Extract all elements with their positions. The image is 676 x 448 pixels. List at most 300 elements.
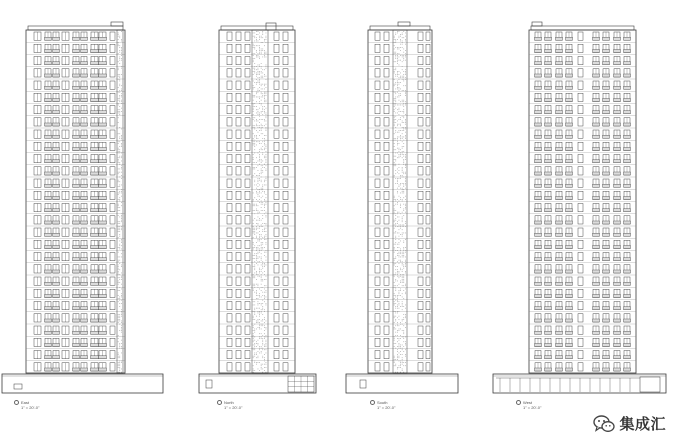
texture-dot [258,287,259,288]
texture-dot [259,313,260,314]
window [274,130,279,138]
texture-dot [394,265,395,266]
balcony-rail [545,221,552,224]
texture-dot [261,181,262,182]
texture-dot [397,105,398,106]
texture-dot [261,281,262,282]
texture-dot [399,365,400,366]
balcony-rail [603,356,610,359]
texture-dot [259,295,260,296]
balcony-rail [53,295,60,298]
texture-dot [254,329,255,330]
texture-dot [405,285,406,286]
window [578,216,583,224]
window [110,44,115,52]
texture-dot [261,125,262,126]
texture-dot [253,141,254,142]
balcony-rail [614,135,621,138]
window [384,302,389,310]
texture-dot [397,372,398,373]
texture-dot [258,53,259,54]
texture-dot [258,249,259,250]
texture-dot [400,207,401,208]
texture-dot [259,81,260,82]
texture-dot [258,210,259,211]
window [426,44,430,52]
window [274,289,279,297]
texture-dot [118,141,119,142]
texture-dot [399,167,400,168]
texture-dot [253,71,254,72]
texture-dot [256,191,257,192]
balcony-rail [53,282,60,285]
texture-dot [403,197,404,198]
texture-dot [405,327,406,328]
window [375,81,380,89]
balcony-rail [73,282,80,285]
balcony-rail [81,74,88,77]
texture-dot [253,106,254,107]
texture-dot [266,327,267,328]
texture-dot [121,157,122,158]
texture-dot [261,84,262,85]
texture-dot [261,148,262,149]
balcony-rail [53,344,60,347]
roof-parapet [531,26,634,30]
texture-dot [256,250,257,251]
texture-dot [399,154,400,155]
texture-dot [397,255,398,256]
texture-dot [256,175,257,176]
texture-dot [395,325,396,326]
texture-dot [253,204,254,205]
texture-dot [403,281,404,282]
texture-dot [258,220,259,221]
texture-dot [118,372,119,373]
texture-dot [262,244,263,245]
window [236,106,241,114]
texture-dot [254,45,255,46]
balcony-rail [73,344,80,347]
texture-dot [258,362,259,363]
window [245,93,250,101]
texture-dot [402,361,403,362]
texture-dot [395,165,396,166]
texture-dot [261,76,262,77]
texture-dot [118,215,119,216]
balcony-rail [45,282,52,285]
texture-dot [394,356,395,357]
texture-dot [264,76,265,77]
texture-dot [399,49,400,50]
texture-dot [400,76,401,77]
window [283,216,288,224]
balcony-rail [566,209,573,212]
texture-dot [259,237,260,238]
texture-dot [254,233,255,234]
window [283,81,288,89]
texture-dot [395,303,396,304]
balcony-rail [545,62,552,65]
texture-dot [258,245,259,246]
podium-east [2,374,163,393]
texture-dot [403,76,404,77]
texture-dot [121,111,122,112]
texture-dot [266,185,267,186]
texture-dot [394,233,395,234]
texture-dot [400,345,401,346]
texture-dot [118,221,119,222]
texture-dot [399,148,400,149]
texture-dot [397,297,398,298]
texture-dot [397,169,398,170]
window [236,351,241,359]
texture-dot [256,247,257,248]
balcony-rail [45,62,52,65]
texture-dot [259,327,260,328]
texture-dot [403,79,404,80]
texture-dot [400,177,401,178]
balcony-rail [556,258,563,261]
balcony-rail [535,37,542,40]
texture-dot [405,44,406,45]
balcony-rail [556,135,563,138]
texture-dot [402,148,403,149]
texture-dot [405,135,406,136]
balcony-rail [91,270,99,273]
balcony-rail [99,307,107,310]
balcony-rail [45,99,52,102]
balcony-rail [545,356,552,359]
texture-dot [119,177,120,178]
balcony-rail [624,368,631,371]
window [426,277,430,285]
texture-dot [405,183,406,184]
texture-dot [402,277,403,278]
window [384,179,389,187]
texture-dot [261,53,262,54]
texture-dot [395,105,396,106]
texture-dot [399,212,400,213]
texture-dot [402,55,403,56]
texture-dot [266,33,267,34]
texture-dot [399,329,400,330]
texture-dot [259,239,260,240]
texture-dot [395,47,396,48]
texture-dot [400,55,401,56]
texture-dot [253,74,254,75]
texture-dot [402,226,403,227]
texture-dot [399,143,400,144]
texture-dot [402,137,403,138]
texture-dot [253,167,254,168]
window [110,216,115,224]
window [227,351,232,359]
texture-dot [262,34,263,35]
texture-dot [402,57,403,58]
texture-dot [261,73,262,74]
texture-dot [266,215,267,216]
balcony-rail [624,331,631,334]
texture-dot [266,159,267,160]
balcony-rail [81,258,88,261]
texture-dot [403,250,404,251]
texture-dot [254,117,255,118]
texture-dot [402,293,403,294]
window [236,191,241,199]
texture-dot [259,159,260,160]
texture-dot [261,85,262,86]
texture-dot [402,189,403,190]
window [245,228,250,236]
texture-dot [121,66,122,67]
texture-dot [264,252,265,253]
balcony-rail [81,344,88,347]
texture-dot [262,218,263,219]
texture-dot [258,308,259,309]
window [110,130,115,138]
texture-dot [258,265,259,266]
texture-dot [397,301,398,302]
texture-dot [254,213,255,214]
balcony-rail [593,62,600,65]
texture-dot [400,185,401,186]
texture-dot [261,353,262,354]
texture-dot [402,285,403,286]
texture-dot [259,319,260,320]
texture-dot [118,36,119,37]
texture-dot [399,357,400,358]
texture-dot [121,95,122,96]
texture-dot [258,247,259,248]
balcony-rail [91,37,99,40]
texture-dot [264,285,265,286]
texture-dot [118,204,119,205]
texture-dot [405,73,406,74]
texture-dot [394,340,395,341]
balcony-rail [53,74,60,77]
texture-dot [121,372,122,373]
balcony-rail [614,111,621,114]
texture-dot [262,42,263,43]
texture-dot [119,269,120,270]
window [384,216,389,224]
window [245,130,250,138]
texture-dot [261,100,262,101]
texture-dot [119,114,120,115]
texture-dot [400,95,401,96]
texture-dot [264,199,265,200]
texture-dot [399,100,400,101]
window [375,289,380,297]
texture-dot [262,349,263,350]
balcony-rail [81,50,88,53]
texture-dot [121,217,122,218]
texture-dot [262,172,263,173]
balcony-rail [624,197,631,200]
balcony-rail [45,74,52,77]
texture-dot [119,300,120,301]
balcony-rail [99,344,107,347]
balcony-rail [593,160,600,163]
texture-dot [121,327,122,328]
texture-dot [258,89,259,90]
balcony-rail [603,307,610,310]
balcony-rail [99,197,107,200]
texture-dot [119,57,120,58]
texture-dot [118,149,119,150]
texture-dot [253,133,254,134]
balcony-rail [53,258,60,261]
window [418,265,423,273]
texture-dot [262,119,263,120]
texture-dot [119,217,120,218]
texture-dot [394,85,395,86]
texture-dot [258,252,259,253]
texture-dot [118,223,119,224]
texture-dot [259,113,260,114]
texture-dot [399,157,400,158]
texture-dot [400,281,401,282]
texture-dot [395,225,396,226]
texture-dot [399,60,400,61]
texture-dot [395,42,396,43]
window [578,204,583,212]
texture-dot [400,290,401,291]
texture-dot [405,159,406,160]
texture-dot [121,90,122,91]
texture-dot [119,97,120,98]
balcony-rail [624,74,631,77]
texture-dot [261,287,262,288]
texture-dot [395,89,396,90]
texture-dot [121,340,122,341]
texture-dot [402,69,403,70]
balcony-rail [624,319,631,322]
texture-dot [259,346,260,347]
texture-dot [121,47,122,48]
texture-dot [118,295,119,296]
texture-dot [264,121,265,122]
balcony-rail [545,331,552,334]
texture-dot [266,140,267,141]
balcony-rail [81,86,88,89]
texture-dot [121,169,122,170]
texture-dot [403,306,404,307]
texture-dot [264,149,265,150]
window [227,216,232,224]
texture-dot [400,36,401,37]
texture-dot [395,119,396,120]
window [274,167,279,175]
texture-dot [403,100,404,101]
texture-dot [119,157,120,158]
balcony-rail [73,135,80,138]
texture-dot [402,234,403,235]
texture-dot [400,260,401,261]
texture-dot [119,290,120,291]
texture-dot [119,277,120,278]
texture-dot [256,69,257,70]
texture-dot [259,257,260,258]
texture-dot [262,348,263,349]
texture-dot [119,111,120,112]
window [578,130,583,138]
texture-dot [402,201,403,202]
texture-dot [258,313,259,314]
texture-dot [397,354,398,355]
balcony-rail [73,148,80,151]
texture-dot [261,92,262,93]
window [418,167,423,175]
balcony-rail [566,368,573,371]
texture-dot [254,253,255,254]
texture-dot [403,332,404,333]
texture-dot [266,337,267,338]
texture-dot [254,349,255,350]
texture-dot [403,333,404,334]
texture-dot [400,188,401,189]
texture-dot [402,354,403,355]
texture-dot [405,57,406,58]
texture-dot [118,273,119,274]
balcony-rail [556,99,563,102]
texture-dot [118,199,119,200]
texture-dot [261,97,262,98]
balcony-rail [614,86,621,89]
texture-dot [256,97,257,98]
texture-dot [395,84,396,85]
texture-dot [261,239,262,240]
texture-dot [395,273,396,274]
texture-dot [264,181,265,182]
texture-dot [118,210,119,211]
texture-dot [405,207,406,208]
texture-dot [405,263,406,264]
texture-dot [258,253,259,254]
texture-dot [402,127,403,128]
texture-dot [402,306,403,307]
texture-dot [264,231,265,232]
texture-dot [256,109,257,110]
texture-dot [394,338,395,339]
texture-dot [258,109,259,110]
texture-dot [256,167,257,168]
caption-south-scale: 1" = 20'-0" [377,405,396,411]
texture-dot [395,237,396,238]
texture-dot [403,346,404,347]
balcony-rail [566,86,573,89]
texture-dot [121,220,122,221]
texture-dot [254,348,255,349]
texture-dot [402,170,403,171]
balcony-rail [45,221,52,224]
texture-dot [266,225,267,226]
texture-dot [256,274,257,275]
texture-dot [261,119,262,120]
balcony-rail [614,307,621,310]
texture-dot [253,58,254,59]
texture-dot [264,228,265,229]
texture-dot [261,177,262,178]
texture-dot [254,287,255,288]
texture-dot [405,101,406,102]
texture-dot [395,140,396,141]
balcony-rail [81,319,88,322]
texture-dot [266,169,267,170]
texture-dot [118,364,119,365]
texture-dot [262,50,263,51]
